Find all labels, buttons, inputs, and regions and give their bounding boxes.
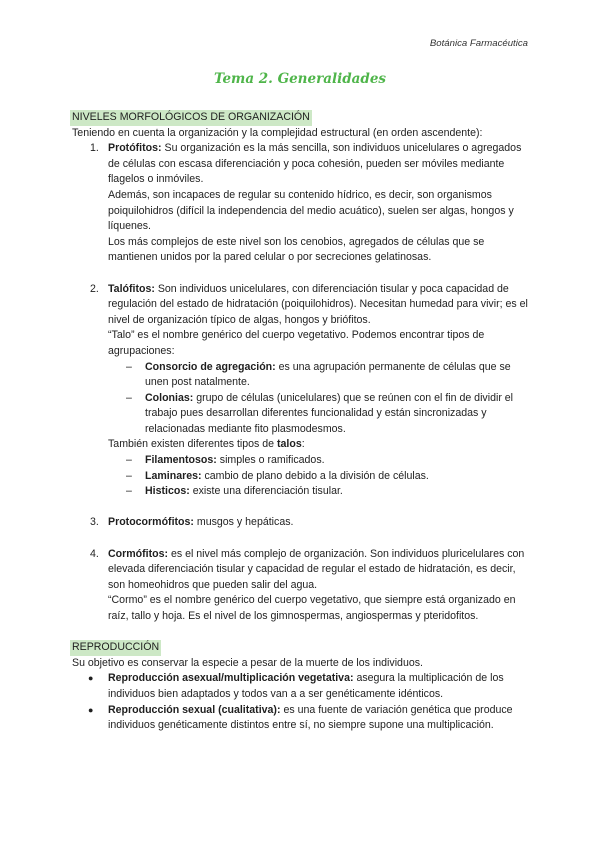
list-item — [72, 703, 532, 734]
running-header: Botánica Farmacéutica — [429, 38, 528, 49]
item-text: simples o ramificados. — [216, 454, 325, 467]
term-filamentosos: Filamentosos: — [145, 454, 217, 467]
item-text: es el nivel más complejo de organización. Son individuos pluricelulares con elevada diferenciación tisular y capacidad de regular el estado de hidratación, es decir, son homeohidros que pueden salir del agua. — [108, 547, 525, 591]
section-heading-reproduccion: REPRODUCCIÓN — [70, 640, 161, 656]
item-text: cambio de plano debido a la división de células. — [201, 469, 429, 482]
list-item — [108, 360, 532, 391]
item-text: es una agrupación permanente de células que se unen post natalmente. — [145, 360, 511, 389]
term-reproduccion-sexual: Reproducción sexual (cualitativa): — [108, 703, 281, 716]
dash-marker: – — [126, 454, 132, 467]
list-item-protocormofitos — [72, 515, 532, 531]
talos-word: talos — [277, 438, 302, 451]
item-number: 1. — [90, 142, 99, 155]
grouping-list — [108, 360, 532, 438]
dash-marker: – — [126, 360, 132, 373]
spacer — [72, 500, 532, 516]
item-paragraph: Los más complejos de este nivel son los cenobios, agregados de células que se mantienen unidos por la pared celular o por secreciones gelatinosas. — [108, 235, 485, 264]
list-item-cormofitos — [72, 547, 532, 625]
list-item-protofitos — [72, 141, 532, 266]
list-item — [108, 391, 532, 438]
list-item — [108, 484, 532, 500]
spacer — [72, 266, 532, 282]
section-levels — [72, 110, 532, 625]
talos-intro-text: También existen diferentes tipos de — [108, 438, 278, 451]
bullet-marker: ● — [88, 704, 94, 715]
item-text: Su organización es la más sencilla, son individuos unicelulares o agregados de células con escasa diferenciación y poca cohesión, pueden ser móviles mediante flagelos o inmóviles. — [108, 142, 522, 186]
talos-list — [108, 453, 532, 500]
item-text: asegura la multiplicación de los individuos bien adaptados y todos van a a ser genéticamente idénticos. — [108, 672, 504, 700]
section-reproduccion — [72, 640, 532, 734]
section-heading-levels: NIVELES MORFOLÓGICOS DE ORGANIZACIÓN — [70, 110, 312, 126]
dash-marker: – — [126, 485, 132, 498]
item-text: musgos y hepáticas. — [193, 516, 294, 529]
talos-colon: : — [301, 438, 305, 451]
section-intro: Teniendo en cuenta la organización y la complejidad estructural (en orden ascendente): — [72, 126, 483, 139]
page-title: Tema 2. Generalidades — [213, 71, 387, 87]
spacer — [72, 531, 532, 547]
item-text: existe una diferenciación tisular. — [189, 485, 343, 498]
term-cormofitos: Cormófitos: — [108, 547, 169, 560]
term-talofitos: Talófitos: — [108, 282, 155, 295]
list-item — [72, 671, 532, 702]
item-text: es una fuente de variación genética que produce individuos genéticamente distintos entre sí, no siempre supone una multiplicación. — [108, 703, 513, 732]
spacer — [72, 625, 532, 641]
term-reproduccion-asexual: Reproducción asexual/multiplicación vegetativa: — [108, 672, 354, 685]
term-consorcio: Consorcio de agregación: — [145, 360, 276, 373]
item-number: 3. — [90, 516, 99, 529]
list-item-talofitos — [72, 282, 532, 500]
levels-list — [72, 141, 532, 624]
dash-marker: – — [126, 391, 132, 404]
term-histicos: Histicos: — [145, 485, 190, 498]
term-laminares: Laminares: — [145, 469, 202, 482]
term-protocormofitos: Protocormófitos: — [108, 516, 194, 529]
talos-intro — [108, 437, 532, 453]
item-text: Son individuos unicelulares, con diferenciación tisular y poca capacidad de regulación del estado de hidratación (poiquilohidros). Necesitan humedad para vivir; es el nivel de organización típico de algas, hongos y briófitos. — [108, 282, 528, 326]
item-paragraph: Además, son incapaces de regular su contenido hídrico, es decir, son organismos poiquilohidros (difícil la independencia del medio acuático), suelen ser algas, hongos y líquenes. — [108, 188, 514, 233]
section-intro: Su objetivo es conservar la especie a pesar de la muerte de los individuos. — [72, 656, 423, 669]
list-item — [108, 453, 532, 469]
list-item — [108, 469, 532, 485]
document-body — [72, 110, 532, 734]
term-protofitos: Protófitos: — [108, 142, 162, 155]
dash-marker: – — [126, 469, 132, 482]
reproduction-list — [72, 671, 532, 733]
item-number: 4. — [90, 547, 99, 560]
item-number: 2. — [90, 282, 99, 295]
item-text: grupo de células (unicelulares) que se reúnen con el fin de dividir el trabajo pues desarrollan diferentes funcionalidad y están sincronizadas y relacionadas mediante fito plasmodesmos. — [145, 391, 514, 435]
term-colonias: Colonias: — [145, 391, 194, 404]
item-paragraph: “Cormo” es el nombre genérico del cuerpo vegetativo, que siempre está organizado en raíz, tallo y hoja. Es el nivel de los gimnospermas, angiospermas y pteridofitos. — [108, 594, 516, 622]
bullet-marker: ● — [88, 673, 94, 684]
item-paragraph: “Talo” es el nombre genérico del cuerpo vegetativo. Podemos encontrar tipos de agrupaciones: — [108, 329, 485, 357]
